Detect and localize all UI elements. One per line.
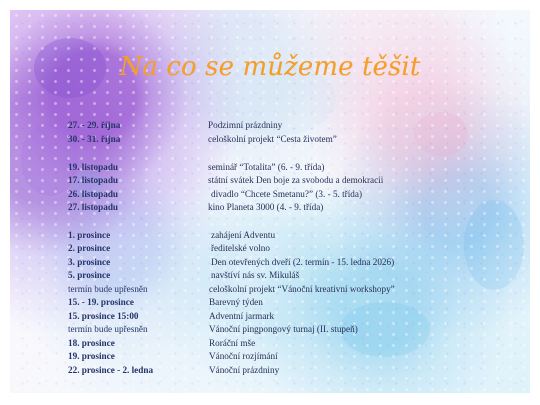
event-date: 18. prosince [68, 337, 115, 348]
event-description: Podzimní prázdniny [208, 120, 283, 130]
event-description: kino Planeta 3000 (4. - 9. třída) [208, 202, 324, 212]
event-date: 1. prosince [68, 229, 111, 240]
event-schedule [68, 119, 468, 377]
event-description: navštíví nás sv. Mikuláš [211, 270, 300, 280]
event-date: 15. - 19. prosince [68, 297, 134, 307]
schedule-row [68, 350, 468, 364]
schedule-row [68, 310, 468, 324]
schedule-row [68, 161, 468, 175]
event-date: 2. prosince [68, 243, 111, 253]
watercolor-splash [464, 200, 524, 290]
event-description: Roráční mše [209, 337, 256, 348]
event-description: Den otevřených dveří (2. termín - 15. ledna 2026) [211, 256, 395, 267]
event-description: Barevný týden [209, 297, 263, 307]
event-date: termín bude upřesněn [68, 324, 148, 334]
event-description: celoškolní projekt “Cesta životem” [208, 133, 337, 144]
schedule-row [68, 323, 468, 337]
event-date: 19. listopadu [68, 161, 119, 172]
schedule-row [68, 269, 468, 283]
schedule-row [68, 188, 468, 202]
event-description: Vánoční rozjímání [209, 351, 278, 361]
event-date: 5. prosince [68, 270, 111, 280]
event-date: 27. listopadu [68, 202, 119, 212]
event-description: zahájení Adventu [211, 229, 276, 240]
event-date: 30. - 31. října [68, 133, 121, 144]
schedule-row [68, 201, 468, 215]
event-description: Vánoční pingpongový turnaj (II. stupeň) [209, 324, 358, 334]
event-date: 15. prosince 15:00 [68, 310, 139, 321]
event-description: divadlo “Chcete Smetanu?” (3. - 5. třída) [211, 188, 363, 199]
event-description: celoškolní projekt “Vánoční kreativní workshopy” [209, 283, 395, 294]
event-date: 17. listopadu [68, 175, 119, 185]
event-date: 3. prosince [68, 256, 111, 267]
schedule-row [68, 133, 468, 147]
event-date: 19. prosince [68, 351, 115, 361]
watercolor-background [10, 10, 530, 393]
event-date: 22. prosince - 2. ledna [68, 364, 154, 375]
schedule-row [68, 283, 468, 297]
event-description: seminář “Totalita” (6. - 9. třída) [208, 161, 325, 172]
schedule-row [68, 337, 468, 351]
schedule-row [68, 296, 468, 310]
schedule-row [68, 242, 468, 256]
event-description: Adventní jarmark [209, 310, 275, 321]
schedule-row [68, 364, 468, 378]
page-title: Na co se můžeme těšit [119, 52, 421, 82]
event-date: 27. - 29. října [68, 120, 121, 130]
event-date: 26. listopadu [68, 188, 119, 199]
schedule-row [68, 174, 468, 188]
event-description: Vánoční prázdniny [209, 364, 280, 375]
schedule-row [68, 119, 468, 133]
schedule-row [68, 229, 468, 243]
event-description: ředitelské volno [211, 243, 270, 253]
schedule-row [68, 256, 468, 270]
event-description: státní svátek Den boje za svobodu a demokracii [208, 175, 384, 185]
event-date: termín bude upřesněn [68, 283, 148, 294]
